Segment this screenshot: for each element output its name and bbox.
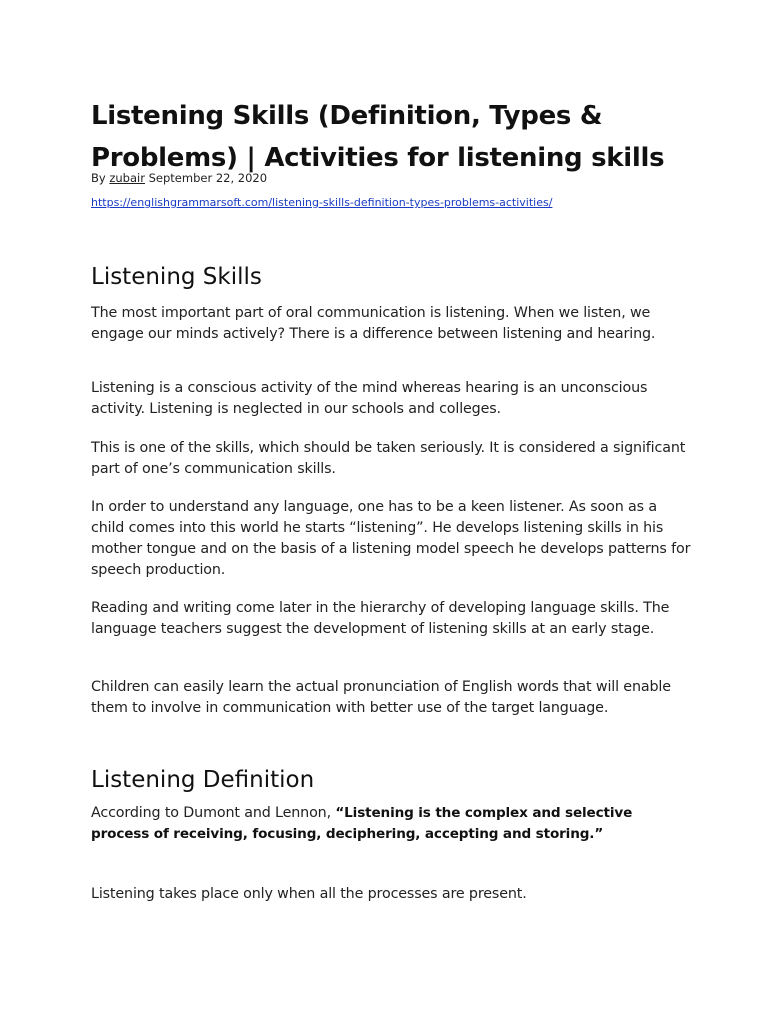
byline (91, 170, 267, 186)
publish-date: September 22, 2020 (148, 171, 268, 185)
paragraph: Children can easily learn the actual pronunciation of English words that will enable them to involve in communication with better use of the target language. (91, 679, 671, 716)
byline-prefix: By (91, 171, 106, 185)
section-heading-listening-definition: Listening Definition (91, 767, 315, 793)
article-title: Listening Skills (Definition, Types & Problems) | Activities for listening skills (91, 101, 665, 173)
section-heading-listening-skills: Listening Skills (91, 264, 262, 290)
paragraph: The most important part of oral communication is listening. When we listen, we engage our minds actively? There is a difference between listening and hearing. (91, 305, 656, 342)
paragraph: This is one of the skills, which should be taken seriously. It is considered a significant part of one’s communication skills. (91, 440, 686, 477)
paragraph: Listening is a conscious activity of the mind whereas hearing is an unconscious activity. Listening is neglected in our schools and colleges. (91, 380, 648, 417)
quote-lead-text: According to Dumont and Lennon, (91, 805, 336, 821)
author-link[interactable]: zubair (109, 171, 145, 185)
paragraph: Reading and writing come later in the hierarchy of developing language skills. The language teachers suggest the development of listening skills at an early stage. (91, 600, 670, 637)
definition-quote-paragraph (91, 803, 691, 845)
paragraph: In order to understand any language, one has to be a keen listener. As soon as a child comes into this world he starts “listening”. He develops listening skills in his mother tongue and on the basis of a listening model speech he develops patterns for speech production. (91, 499, 691, 578)
paragraph: Listening takes place only when all the processes are present. (91, 886, 527, 902)
quote-bold-text: “Listening is the complex and selective process of receiving, focusing, deciphering, accepting and storing.” (91, 805, 633, 842)
source-url-link[interactable]: https://englishgrammarsoft.com/listening-skills-definition-types-problems-activities/ (91, 196, 553, 209)
